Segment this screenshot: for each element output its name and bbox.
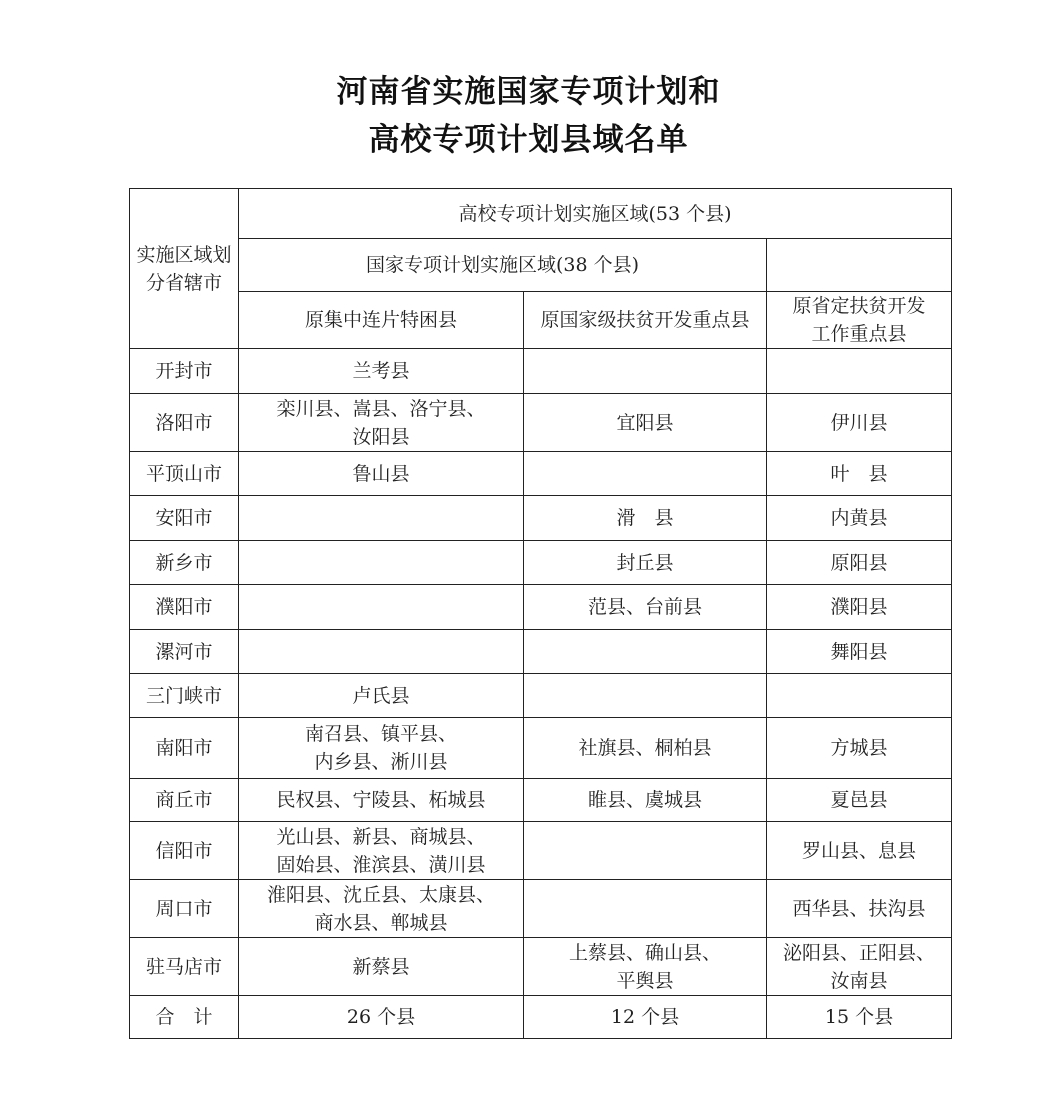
national-cell [524,822,767,880]
table-row [130,452,952,496]
provincial-text: 泌阳县、正阳县、 汝南县 [782,941,935,992]
contiguous-text: 南召县、镇平县、 内乡县、淅川县 [304,723,457,773]
table-row [130,630,952,674]
provincial-cell: 罗山县、息县 [767,822,952,880]
provincial-cell: 濮阳县 [767,585,952,630]
provincial-cell [767,674,952,718]
contiguous-cell: 新蔡县 [239,938,524,996]
document-title-line-1: 河南省实施国家专项计划和 [336,74,721,110]
national-cell [524,880,767,938]
table-row [130,822,952,880]
provincial-cell: 原阳县 [767,541,952,585]
national-cell [524,630,767,674]
national-cell: 范县、台前县 [524,585,767,630]
total-contiguous: 26 个县 [239,996,524,1039]
national-cell: 宜阳县 [524,394,767,452]
provincial-cell: 方城县 [767,718,952,779]
provincial-cell: 伊川县 [767,394,952,452]
table-row [130,394,952,452]
document-title-line-2: 高校专项计划县域名单 [368,122,689,158]
header-region-cell [130,189,239,349]
provincial-cell: 叶 县 [767,452,952,496]
contiguous-cell: 鲁山县 [239,452,524,496]
table-row [130,349,952,394]
city-cell: 开封市 [130,349,239,394]
city-cell: 信阳市 [130,822,239,880]
national-cell: 滑 县 [524,496,767,541]
total-national: 12 个县 [524,996,767,1039]
header-col-provincial-poverty: 原省定扶贫开发 工作重点县 [792,295,926,345]
city-cell: 洛阳市 [130,394,239,452]
total-row [130,996,952,1039]
table-row [130,718,952,779]
contiguous-cell [239,394,524,452]
city-cell: 南阳市 [130,718,239,779]
table-row [130,541,952,585]
national-cell [524,674,767,718]
contiguous-cell [239,496,524,541]
provincial-cell: 内黄县 [767,496,952,541]
table-row [130,880,952,938]
provincial-cell: 舞阳县 [767,630,952,674]
contiguous-cell: 卢氏县 [239,674,524,718]
provincial-cell [767,938,952,996]
contiguous-cell [239,541,524,585]
city-cell: 安阳市 [130,496,239,541]
city-cell: 漯河市 [130,630,239,674]
national-text: 上蔡县、确山县、 平舆县 [568,941,721,992]
contiguous-cell: 民权县、宁陵县、柘城县 [239,779,524,822]
header-region-label: 实施区域划 分省辖市 [136,243,232,294]
county-list-table [129,188,952,1039]
national-cell [524,349,767,394]
contiguous-text: 淮阳县、沈丘县、太康县、 商水县、郸城县 [266,883,495,934]
total-label: 合 计 [130,996,239,1039]
city-cell: 周口市 [130,880,239,938]
header-national-plan: 国家专项计划实施区域(38 个县) [239,239,767,292]
table-row [130,779,952,822]
city-cell: 商丘市 [130,779,239,822]
city-cell: 驻马店市 [130,938,239,996]
national-cell: 睢县、虞城县 [524,779,767,822]
contiguous-cell [239,630,524,674]
contiguous-cell [239,822,524,880]
national-cell [524,938,767,996]
header-col-national-poverty: 原国家级扶贫开发重点县 [524,292,767,349]
contiguous-cell [239,585,524,630]
provincial-cell [767,349,952,394]
national-cell: 封丘县 [524,541,767,585]
header-col-provincial-poverty-cell [767,292,952,349]
provincial-cell: 夏邑县 [767,779,952,822]
table-row [130,496,952,541]
city-cell: 三门峡市 [130,674,239,718]
contiguous-text: 栾川县、嵩县、洛宁县、 汝阳县 [276,397,486,448]
contiguous-cell [239,880,524,938]
city-cell: 平顶山市 [130,452,239,496]
table-row [130,585,952,630]
contiguous-text: 光山县、新县、商城县、 固始县、淮滨县、潢川县 [276,825,486,876]
contiguous-cell: 兰考县 [239,349,524,394]
header-university-plan: 高校专项计划实施区域(53 个县) [239,189,952,239]
table-row [130,674,952,718]
contiguous-cell [239,718,524,779]
national-cell [524,452,767,496]
provincial-cell: 西华县、扶沟县 [767,880,952,938]
header-col-contiguous: 原集中连片特困县 [239,292,524,349]
table-row [130,938,952,996]
national-cell: 社旗县、桐柏县 [524,718,767,779]
city-cell: 新乡市 [130,541,239,585]
total-provincial: 15 个县 [767,996,952,1039]
city-cell: 濮阳市 [130,585,239,630]
header-empty-cell [767,239,952,292]
